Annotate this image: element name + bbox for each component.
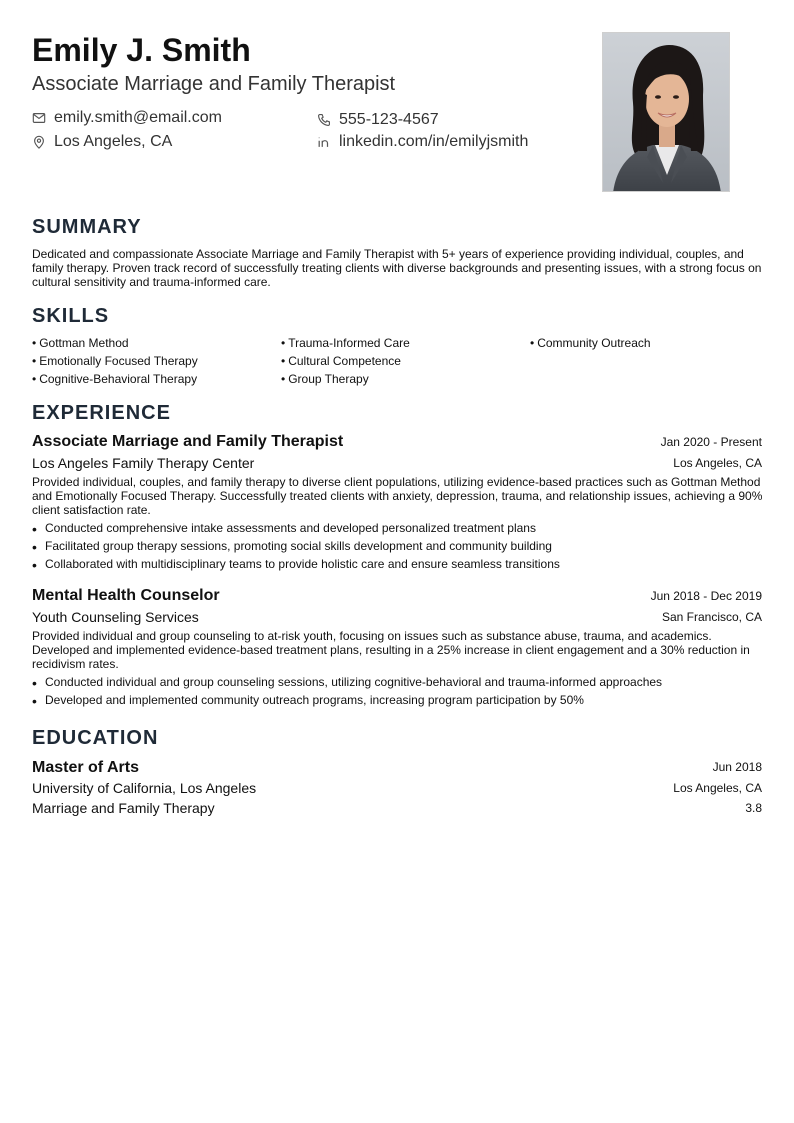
job-location: San Francisco, CA	[661, 610, 762, 624]
education-field: Marriage and Family Therapy	[32, 800, 215, 816]
phone-text: 555-123-4567	[339, 111, 439, 128]
candidate-name: Emily J. Smith	[32, 32, 251, 68]
email-text: emily.smith@email.com	[54, 109, 222, 126]
skill-item: • Gottman Method	[32, 336, 129, 350]
job-bullet: • Conducted individual and group counseling sessions, utilizing cognitive-behavioral and trauma-informed approaches	[32, 675, 663, 691]
education-heading: EDUCATION	[32, 727, 159, 749]
skill-item: • Cultural Competence	[281, 354, 401, 368]
profile-photo	[602, 32, 730, 192]
skill-item: • Cognitive-Behavioral Therapy	[32, 372, 198, 386]
skill-item: • Emotionally Focused Therapy	[32, 354, 198, 368]
skill-item: • Trauma-Informed Care	[281, 336, 410, 350]
job-bullet: • Collaborated with multidisciplinary teams to provide holistic care and ensure seamless transitions	[32, 557, 560, 573]
skill-item: • Community Outreach	[530, 336, 651, 350]
profile-photo-image	[603, 33, 730, 192]
education-gpa: 3.8	[745, 801, 762, 815]
mail-icon	[32, 111, 46, 125]
job-company: Youth Counseling Services	[32, 609, 199, 625]
summary-heading: SUMMARY	[32, 216, 142, 238]
location-text: Los Angeles, CA	[54, 133, 173, 150]
job-bullet: • Conducted comprehensive intake assessments and developed personalized treatment plans	[32, 521, 536, 537]
job-title: Mental Health Counselor	[32, 587, 220, 604]
job-description: Provided individual, couples, and family therapy to diverse client populations, utilizing evidence-based practices such as Gottman Method and Emotionally Focused Therapy. Successfully treated clients with anxiety, depression, trauma, and relationship issues, achieving a 90% client satisfaction rate.	[32, 475, 763, 517]
experience-heading: EXPERIENCE	[32, 402, 171, 424]
skills-heading: SKILLS	[32, 305, 110, 327]
summary-text: Dedicated and compassionate Associate Marriage and Family Therapist with 5+ years of experience providing individual, couples, and family therapy. Proven track record of successfully treating clients with diverse backgrounds and presenting issues, with a strong focus on cultural sensitivity and trauma-informed care.	[32, 247, 762, 289]
job-description: Provided individual and group counseling to at-risk youth, focusing on issues such as substance abuse, trauma, and academics. Developed and implemented evidence-based treatment plans, resulting in a 25% increase in client engagement and a 30% reduction in recidivism rates.	[32, 629, 750, 671]
job-company: Los Angeles Family Therapy Center	[32, 455, 255, 471]
linkedin-text: linkedin.com/in/emilyjsmith	[339, 133, 529, 150]
linkedin-icon	[317, 135, 331, 149]
job-date: Jun 2018 - Dec 2019	[650, 589, 762, 603]
education-degree: Master of Arts	[32, 759, 139, 776]
education-location: Los Angeles, CA	[673, 781, 762, 795]
job-bullet: • Developed and implemented community outreach programs, increasing program participation by 50%	[32, 693, 584, 709]
job-date: Jan 2020 - Present	[660, 435, 762, 449]
contact-location	[32, 132, 172, 152]
job-bullet: • Facilitated group therapy sessions, promoting social skills development and community building	[32, 539, 552, 555]
map-pin-icon	[32, 135, 46, 149]
contact-phone[interactable]	[317, 110, 439, 130]
contact-email[interactable]	[32, 108, 222, 128]
skill-item: • Group Therapy	[281, 372, 369, 386]
job-location: Los Angeles, CA	[673, 456, 762, 470]
job-title: Associate Marriage and Family Therapist	[32, 433, 344, 450]
education-date: Jun 2018	[712, 760, 762, 774]
phone-icon	[317, 113, 331, 127]
candidate-title: Associate Marriage and Family Therapist	[32, 73, 396, 95]
contact-linkedin[interactable]	[317, 132, 528, 152]
education-school: University of California, Los Angeles	[32, 780, 257, 796]
